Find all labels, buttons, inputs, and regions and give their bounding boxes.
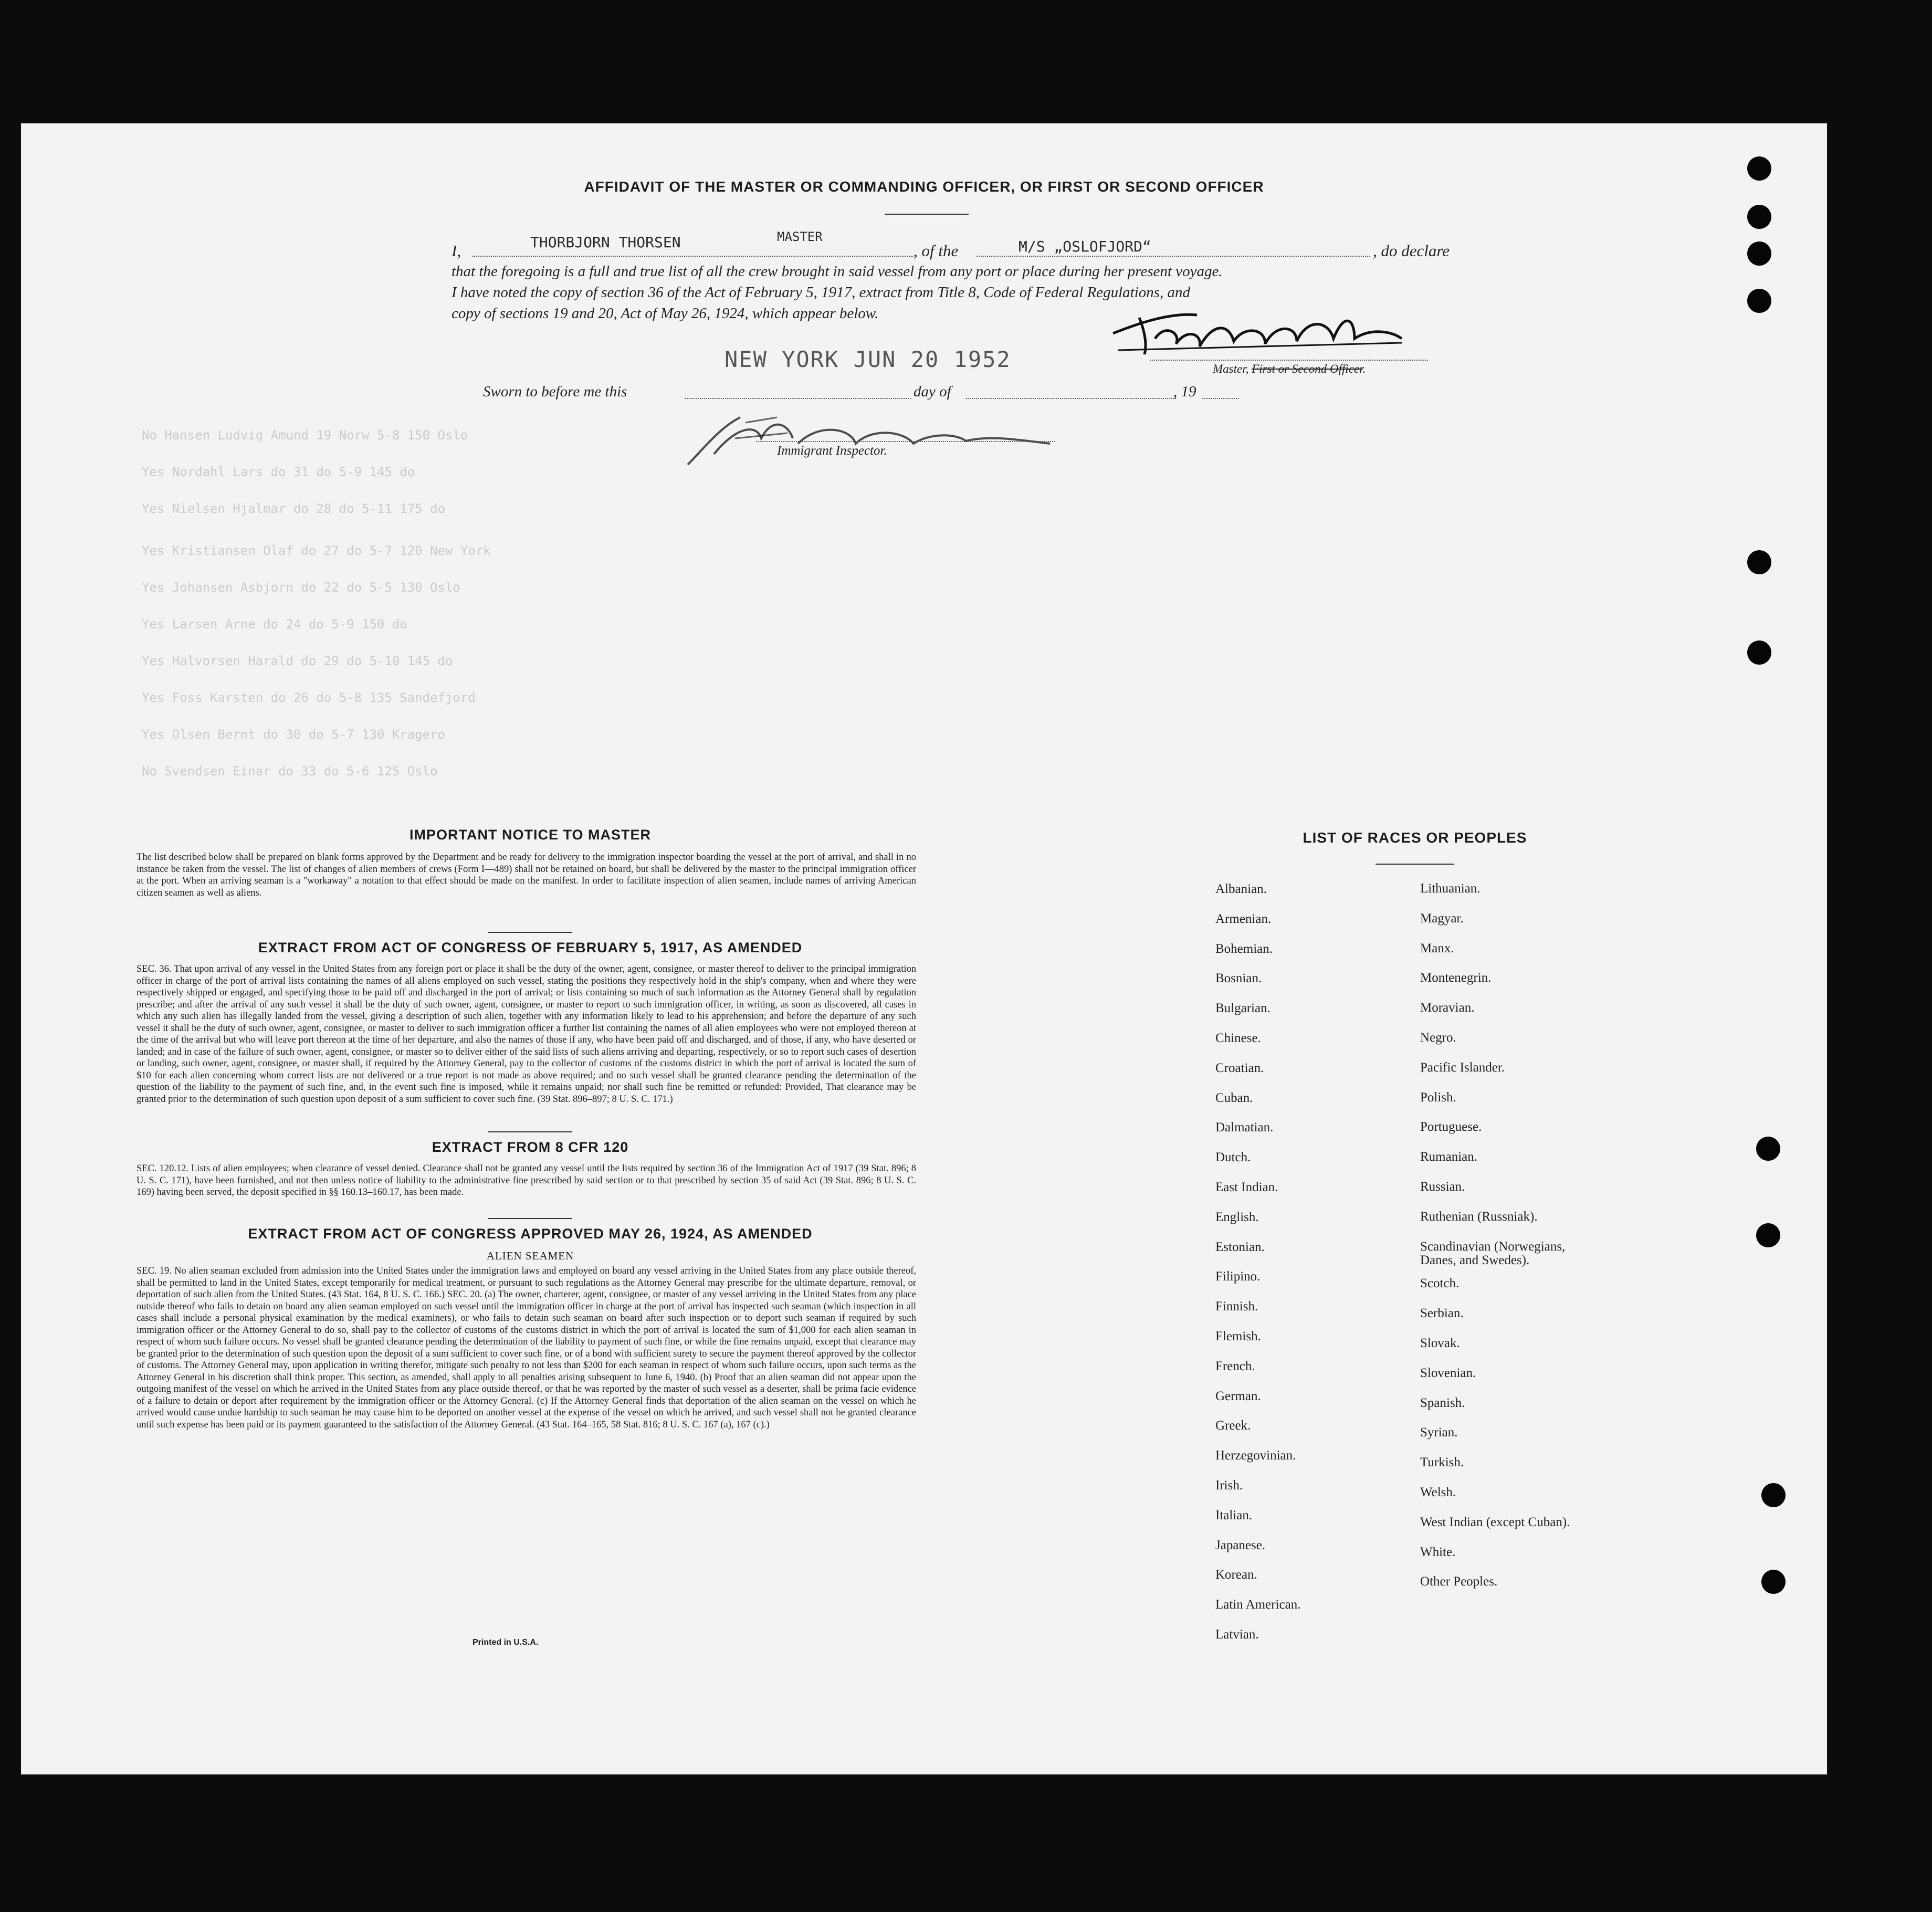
name-dotted-line — [472, 256, 914, 257]
race-item: Dutch. — [1215, 1150, 1251, 1165]
race-item: Albanian. — [1215, 882, 1267, 896]
binder-hole — [1756, 1223, 1780, 1247]
race-item: Bulgarian. — [1215, 1001, 1270, 1016]
affidavit-line-3: I have noted the copy of section 36 of the Act of February 5, 1917, extract from Title 8, Code of Federal Regulations, and — [452, 284, 1191, 301]
master-rank: MASTER — [777, 229, 823, 244]
date-stamp: NEW YORK JUN 20 1952 — [724, 346, 1011, 372]
inspector-caption: Immigrant Inspector. — [777, 444, 887, 458]
affidavit-i: I, — [452, 241, 461, 260]
race-item: Moravian. — [1420, 1001, 1475, 1015]
race-item: Pacific Islander. — [1420, 1060, 1505, 1075]
race-item: East Indian. — [1215, 1180, 1278, 1194]
extract-cfr-body: SEC. 120.12. Lists of alien employees; when clearance of vessel denied. Clearance shall not be granted any vessel until the lists required by section 36 of the Immigration Act of 1917 (39 Stat. 896; 8 U. S. C. 171), have been furnished, and not then unless notice of liability to the administrative fine prescribed by said section or to that prescribed by section 35 of said Act (39 Stat. 896; 8 U. S. C. 169) having been served, the deposit specified in §§ 160.13–160.17, has been made. — [136, 1163, 916, 1197]
race-item: Portuguese. — [1420, 1120, 1482, 1134]
master-signature — [1108, 302, 1433, 360]
race-item: Irish. — [1215, 1478, 1243, 1493]
race-item: Scandinavian (Norwegians, Danes, and Swedes). — [1420, 1239, 1566, 1267]
extract-1917-body: SEC. 36. That upon arrival of any vessel in the United States from any foreign port or place it shall be the duty of the owner, agent, consignee, or master thereof to deliver to the principal immigration officer in charge of the port of arrival lists containing the names of all aliens employed on such vessel, stating the positions they respectively hold in the ship's company, when and where they were respectively shipped or engaged, and specifying those to be paid off and discharged in the port of arrival; or lists containing so much of such information as the Attorney General shall by regulation prescribe; and after the arrival of any such vessel it shall be the duty of such owner, agent, consignee, or master to report to such immigration officer, in writing, as soon as discovered, all cases in which any such alien has illegally landed from the vessel, giving a description of such alien, together with any information likely to lead to his apprehension; and before the departure of any such vessel it shall be the duty of such owner, agent, consignee, or master to deliver to such immigration officer a further list containing the names of all alien employees who were not employed thereon at the time of the arrival but who will leave port thereon at the time of her departure, and also the names of those if any, who have been paid off and discharged, and of those, if any, who have deserted or landed; and in case of the failure of such owner, agent, consignee, or master so to deliver either of the said lists of such aliens arriving and departing, respectively, or so to report such cases of desertion or landing, such owner, agent, consignee, or master shall, if required by the Attorney General, pay to the collector of customs of the customs district in which the port of arrival is located the sum of $10 for each alien concerning whom correct lists are not delivered or a true report is not made as above required; and no such vessel shall be granted clearance pending the determination of the question of the liability to the payment of such fine, and, in the event such fine is imposed, while it remains unpaid; nor shall such fine be remitted or refunded: Provided, That clearance may be granted prior to the determination of such question upon deposit of a sum sufficient to cover such fine. (39 Stat. 896–897; 8 U. S. C. 171.) — [136, 964, 916, 1105]
race-item: Cuban. — [1215, 1090, 1253, 1105]
affidavit-of-the: , of the — [914, 241, 959, 260]
affidavit-line-2: that the foregoing is a full and true list of all the crew brought in said vessel from any port or place during her present voyage. — [452, 263, 1223, 280]
race-item: Ruthenian (Russniak). — [1420, 1209, 1538, 1224]
extract-1924-body: SEC. 19. No alien seaman excluded from admission into the United States under the immigration laws and employed on board any vessel arriving in the United States from any place outside thereof, shall be permitted to land in the United States, except temporarily for medical treatment, or pursuant to such regulations as the Attorney General may prescribe for the ultimate departure, removal, or deportation of such alien from the United States. (43 Stat. 164, 8 U. S. C. 166.) SEC. 20. (a) The owner, charterer, agent, consignee, or master of any vessel arriving in the United States from any place outside thereof who fails to detain on board any alien seaman employed on such vessel until the immigration officer in charge at the port of arrival has inspected such seaman (which inspection in all cases shall include a personal physical examination by the medical examiners), or who fails to detain such seaman on board after such inspection or to deport such seaman if required by such immigration officer or the Attorney General to do so, shall pay to the collector of customs of the customs district in which the port of arrival is located the sum of $1,000 for each alien seaman in respect of whom such failure occurs. No vessel shall be granted clearance pending the determination of the liability to payment of such fine, or while the fine remains unpaid, except that clearance may be granted prior to the determination of such question upon the deposit of a sum sufficient to cover such fine, or of a bond with sufficient surety to secure the payment thereof approved by the collector of customs. The Attorney General may, upon application in writing therefor, mitigate such penalty to not less than $200 for each seaman in respect of whom such failure occurs, upon such terms as the Attorney General in his discretion shall think proper. This section, as amended, shall apply to all penalties arising subsequent to June 6, 1940. (b) Proof that an alien seaman did not appear upon the outgoing manifest of the vessel on which he arrived in the United States from any place outside thereof, or that he was reported by the master of such vessel as a deserter, shall be prima facie evidence of a failure to detain or deport after requirement by the immigration officer or the Attorney General. (c) If the Attorney General finds that deportation of the alien seaman on the vessel on which he arrived would cause undue hardship to such seaman he may cause him to be deported on another vessel at the expense of the vessel on which he arrived, and such vessel shall not be granted clearance until such expense has been paid or its payment guaranteed to the satisfaction of the Attorney General. (43 Stat. 164–165, 58 Stat. 816; 8 U. S. C. 167 (a), 167 (c).) — [136, 1266, 916, 1430]
race-item: Slovenian. — [1420, 1365, 1476, 1380]
vessel-name: M/S „OSLOFJORD“ — [1018, 238, 1151, 255]
binder-hole — [1761, 1570, 1786, 1594]
race-item: Chinese. — [1215, 1031, 1261, 1045]
caption-end: . — [1362, 362, 1366, 375]
caption-struck: First or Second Officer — [1252, 362, 1363, 375]
race-item: Syrian. — [1420, 1425, 1458, 1440]
race-item: Greek. — [1215, 1419, 1251, 1433]
binder-hole — [1747, 640, 1771, 665]
binder-hole — [1747, 241, 1771, 266]
signature-caption — [1213, 362, 1366, 376]
race-item: Montenegrin. — [1420, 971, 1492, 985]
race-item: Russian. — [1420, 1180, 1465, 1194]
race-item: Serbian. — [1420, 1306, 1464, 1321]
extract-1924-heading: EXTRACT FROM ACT OF CONGRESS APPROVED MAY 26, 1924, AS AMENDED — [248, 1226, 813, 1242]
race-item: Magyar. — [1420, 911, 1464, 926]
race-item: Estonian. — [1215, 1239, 1265, 1254]
race-item: Croatian. — [1215, 1060, 1264, 1075]
race-item: French. — [1215, 1359, 1255, 1373]
sworn-label: Sworn to before me this — [483, 383, 627, 400]
race-item: Other Peoples. — [1420, 1574, 1498, 1589]
binder-hole — [1747, 156, 1771, 181]
race-item: Negro. — [1420, 1031, 1456, 1045]
sworn-dotted-3 — [1202, 398, 1239, 399]
affidavit-line-4: copy of sections 19 and 20, Act of May 26, 1924, which appear below. — [452, 305, 879, 322]
race-item: Slovak. — [1420, 1336, 1460, 1350]
extract-1917-heading: EXTRACT FROM ACT OF CONGRESS OF FEBRUARY 5, 1917, AS AMENDED — [258, 940, 803, 955]
race-item: Bohemian. — [1215, 941, 1273, 956]
document-page: No Hansen Ludvig Amund 19 Norw 5-8 150 Oslo Yes Nordahl Lars do 31 do 5-9 145 do Yes Nielsen Hjalmar do 28 do 5-11 175 do Yes Kristiansen Olaf do 27 do 5-7 120 New York Yes Johansen Asbjorn do 22 do 5-5 130 Oslo Yes Larsen Arne do 24 do 5-9 150 do Yes Halvorsen Harald do 29 do 5-10 145 do Yes Foss Karsten do 26 do 5-8 135 Sandefjord Yes Olsen Bernt do 30 do 5-7 130 Kragero No Svendsen Einar do 33 do 5-6 125 Oslo AFFIDAVIT OF THE MASTER OR COMMANDING OFFICER, OR FIRST OR SECOND OFFICER I, THORBJORN THORSEN MASTER , of the M/S „OSLOFJORD“ , do declare that the foregoing is a full and true list of all the crew brought in said vessel from any port or place during her present voyage. I have noted the copy of section 36 of the Act of February 5, 1917, extract from Title 8, Code of Federal Regulations, and copy of sections 19 and 20, Act of May 26, 1924, which appear below. Master, First or Second Officer. NEW YORK JUN 20 1952 Sworn to before me this day of , 19 Immigrant Inspector. IMPORTANT NOTICE TO MASTER The list described below shall be prepared on blank forms approved by the Department and be ready for delivery to the immigration inspector boarding the vessel at the port of arrival, and shall in no instance be taken from the vessel. The list of changes of alien members of crews (Form I—489) shall not be retained on board, but shall be delivered by the master to the principal immigration officer at the port. When an arriving seaman is a "workaway" a notation to that effect should be made on the manifest. In order to facilitate inspection of alien seamen, include names of arriving American citizen seamen as well as aliens. EXTRACT FROM ACT OF CONGRESS OF FEBRUARY 5, 1917, AS AMENDED SEC. 36. That upon arrival of any vessel in the United States from any foreign port or place it shall be the duty of the owner, agent, consignee, or master thereof to deliver to the principal immigration officer in charge of the port of arrival lists containing the names of all aliens employed on such vessel, stating the positions they respectively hold in the ship's company, when and where they were respectively shipped or engaged, and specifying those to be paid off and discharged in the port of arrival; or lists containing so much of such information as the Attorney General shall by regulation prescribe; and after the arrival of any such vessel it shall be the duty of such owner, agent, consignee, or master to report to such immigration officer, in writing, as soon as discovered, all cases in which any such alien has illegally landed from the vessel, giving a description of such alien, together with any information likely to lead to his apprehension; and before the departure of any such vessel it shall be the duty of such owner, agent, consignee, or master to deliver to such immigration officer a further list containing the names of all alien employees who were not employed thereon at the time of the arrival but who will leave port thereon at the time of her departure, and also the names of those if any, who have been paid off and discharged, and of those, if any, who have deserted or landed; and in case of the failure of such owner, agent, consignee, or master so to deliver either of the said lists of such aliens arriving and departing, respectively, or so to report such cases of desertion or landing, such owner, agent, consignee, or master shall, if required by the Attorney General, pay to the collector of customs of the customs district in which the port of arrival is located the sum of $10 for each alien concerning whom correct lists are not delivered or a true report is not made as above required; and no such vessel shall be granted clearance pending the determination of the question of the liability to the payment of such fine, and, in the event such fine is imposed, while it remains unpaid; nor shall such fine be remitted or refunded: Provided, That clearance may be granted prior to the determination of such question upon deposit of a sum sufficient to cover such fine. (39 Stat. 896–897; 8 U. S. C. 171.) EXTRACT FROM 8 CFR 120 SEC. 120.12. Lists of alien employees; when clearance of vessel denied. Clearance shall not be granted any vessel until the lists required by section 36 of the Immigration Act of 1917 (39 Stat. 896; 8 U. S. C. 171), have been furnished, and not then unless notice of liability to the administrative fine prescribed by said section or to that prescribed by section 35 of said Act (39 Stat. 896; 8 U. S. C. 169) having been served, the deposit specified in §§ 160.13–160.17, has been made. EXTRACT FROM ACT OF CONGRESS APPROVED MAY 26, 1924, AS AMENDED ALIEN SEAMEN SEC. 19. No alien seaman excluded from admission into the United States under the immigration laws and employed on board any vessel arriving in the United States from any place outside thereof, shall be permitted to land in the United States, except temporarily for medical treatment, or pursuant to such regulations as the Attorney General may prescribe for the ultimate departure, removal, or deportation of such alien from the United States. (43 Stat. 164, 8 U. S. C. 166.) SEC. 20. (a) The owner, charterer, agent, consignee, or master of any vessel arriving in the United States from any place outside thereof who fails to detain on board any alien seaman employed on such vessel until the immigration officer in charge at the port of arrival has inspected such seaman (which inspection in all cases shall include a personal physical examination by the medical examiners), or who fails to detain such seaman on board after such inspection or to deport such seaman if required by such immigration officer or the Attorney General to do so, shall pay to the collector of customs of the customs district in which the port of arrival is located the sum of $1,000 for each alien seaman in respect of whom such failure occurs. No vessel shall be granted clearance pending the determination of the liability to payment of such fine, or while the fine remains unpaid, except that clearance may be granted prior to the determination of such question upon the deposit of a sum sufficient to cover such fine, or of a bond with sufficient surety to secure the payment thereof approved by the collector of customs. The Attorney General may, upon application in writing therefor, mitigate such penalty to not less than $200 for each seaman in respect of whom such failure occurs, upon such terms as the Attorney General in his discretion shall think proper. This section, as amended, shall apply to all penalties arising subsequent to June 6, 1940. (b) Proof that an alien seaman did not appear upon the outgoing manifest of the vessel on which he arrived in the United States from any place outside thereof, or that he was reported by the master of such vessel as a deserter, shall be prima facie evidence of a failure to detain or deport after requirement by the immigration officer or the Attorney General. (c) If the Attorney General finds that deportation of the alien seaman on the vessel on which he arrived would cause undue hardship to such seaman he may cause him to be deported on another vessel at the expense of the vessel on which he arrived, and such vessel shall not be granted clearance until such expense has been paid or its payment guaranteed to the satisfaction of the Attorney General. (43 Stat. 164–165, 58 Stat. 816; 8 U. S. C. 167 (a), 167 (c).) Printed in U.S.A. LIST OF RACES OR PEOPLES Albanian. Armenian. Bohemian. Bosnian. Bulgarian. Chinese. Croatian. Cuban. Dalmatian. Dutch. East Indian. English. Estonian. Filipino. Finnish. Flemish. French. German. Greek. Herzegovinian. Irish. Italian. Japanese. Korean. Latin American. Latvian. Lithuanian. Magyar. Manx. Montenegrin. Moravian. Negro. Pacific Islander. Polish. Portuguese. Rumanian. Russian. Ruthenian (Russniak). Scandinavian (Norwegians, Danes, and Swedes). Scotch. Serbian. Slovak. Slovenian. Spanish. Syrian. Turkish. Welsh. West Indian (except Cuban). White. Other Peoples. — [21, 123, 1827, 1774]
race-item: Lithuanian. — [1420, 881, 1480, 896]
race-item: Latvian. — [1215, 1627, 1259, 1642]
race-item: Flemish. — [1215, 1329, 1261, 1343]
race-item: White. — [1420, 1545, 1456, 1559]
race-item: Spanish. — [1420, 1395, 1465, 1410]
race-item: Bosnian. — [1215, 971, 1262, 986]
binder-hole — [1747, 289, 1771, 313]
vessel-dotted-line — [976, 256, 1370, 257]
binder-hole — [1747, 205, 1771, 229]
inspector-signature — [682, 407, 1060, 470]
race-item: Welsh. — [1420, 1485, 1456, 1499]
caption-master: Master, — [1213, 362, 1252, 375]
race-item: Filipino. — [1215, 1269, 1261, 1284]
affidavit-declare: , do declare — [1373, 241, 1450, 260]
extract-1917-rule — [488, 1131, 572, 1132]
extract-1924-subheading: ALIEN SEAMEN — [486, 1249, 574, 1262]
race-item: Scotch. — [1420, 1276, 1460, 1291]
binder-hole — [1747, 550, 1771, 574]
race-item: Armenian. — [1215, 911, 1272, 926]
document-title: AFFIDAVIT OF THE MASTER OR COMMANDING OFFICER, OR FIRST OR SECOND OFFICER — [584, 178, 1264, 195]
inspector-line — [756, 441, 1055, 442]
race-item: Latin American. — [1215, 1598, 1301, 1612]
race-item: Rumanian. — [1420, 1150, 1478, 1164]
extract-cfr-heading: EXTRACT FROM 8 CFR 120 — [432, 1139, 629, 1155]
race-item: Turkish. — [1420, 1455, 1464, 1470]
race-item: German. — [1215, 1389, 1261, 1403]
race-item: Manx. — [1420, 941, 1454, 955]
race-item: Korean. — [1215, 1568, 1257, 1582]
sworn-dotted-2 — [966, 398, 1176, 399]
race-item: Dalmatian. — [1215, 1120, 1274, 1135]
sworn-day-of: day of — [914, 383, 951, 400]
race-item: Finnish. — [1215, 1299, 1258, 1314]
races-heading: LIST OF RACES OR PEOPLES — [1303, 829, 1527, 846]
notice-rule — [488, 932, 572, 933]
race-item: Italian. — [1215, 1508, 1253, 1522]
race-item: West Indian (except Cuban). — [1420, 1515, 1570, 1529]
master-name: THORBJORN THORSEN — [530, 234, 681, 251]
race-item: Herzegovinian. — [1215, 1448, 1296, 1463]
race-item: Japanese. — [1215, 1538, 1266, 1552]
notice-heading: IMPORTANT NOTICE TO MASTER — [410, 827, 651, 843]
races-rule — [1376, 864, 1454, 865]
printed-note: Printed in U.S.A. — [472, 1638, 539, 1647]
sworn-year: , 19 — [1173, 383, 1196, 400]
title-rule — [885, 214, 969, 215]
notice-body: The list described below shall be prepared on blank forms approved by the Department and be ready for delivery to the immigration inspector boarding the vessel at the port of arrival, and shall in no instance be taken from the vessel. The list of changes of alien members of crews (Form I—489) shall not be retained on board, but shall be delivered by the master to the principal immigration officer at the port. When an arriving seaman is a "workaway" a notation to that effect should be made on the manifest. In order to facilitate inspection of alien seamen, include names of arriving American citizen seamen as well as aliens. — [136, 852, 916, 898]
race-item: Polish. — [1420, 1090, 1456, 1105]
signature-line — [1150, 360, 1428, 361]
race-item: English. — [1215, 1210, 1259, 1224]
binder-hole — [1756, 1137, 1780, 1161]
extract-cfr-rule — [488, 1218, 572, 1219]
sworn-dotted-1 — [685, 398, 911, 399]
binder-hole — [1761, 1483, 1786, 1507]
